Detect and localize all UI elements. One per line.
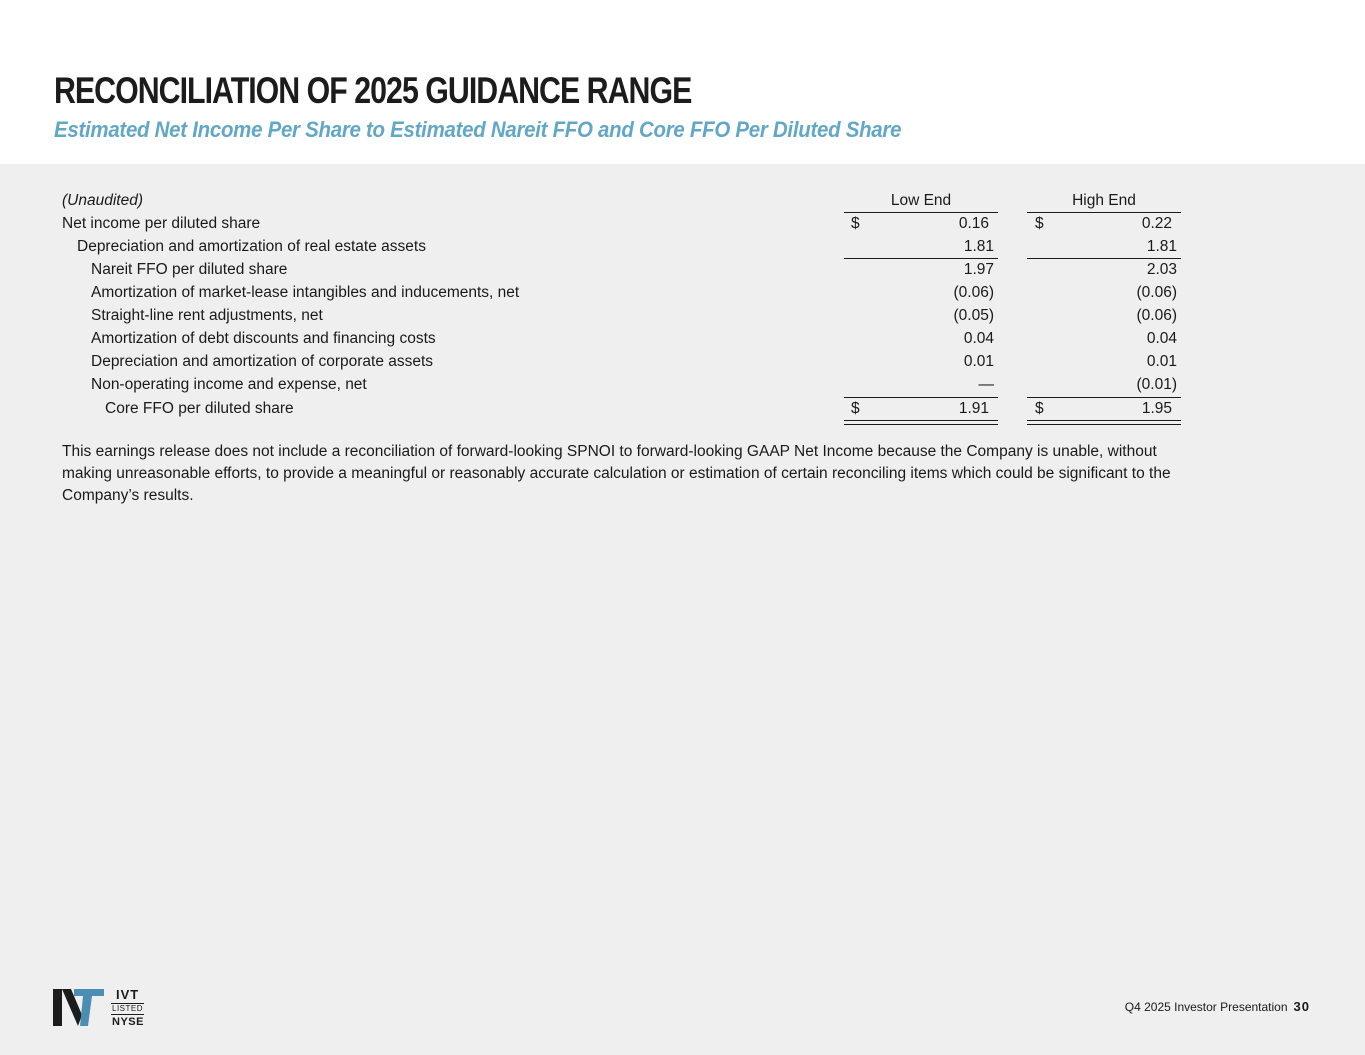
page-title: RECONCILIATION OF 2025 GUIDANCE RANGE (54, 70, 692, 111)
row-label-straight-line-rent: Straight-line rent adjustments, net (91, 307, 323, 324)
row-label-non-operating: Non-operating income and expense, net (91, 376, 367, 393)
value-low: (0.06) (953, 284, 994, 301)
total-line-low (844, 397, 998, 398)
value-high: (0.01) (1136, 376, 1177, 393)
value-high: (0.06) (1136, 307, 1177, 324)
value-high: 0.22 (1141, 215, 1172, 232)
row-label-corporate-assets: Depreciation and amortization of corporate assets (91, 353, 434, 370)
subtotal-line-high (1027, 258, 1181, 259)
logo-ticker: IVT (116, 987, 140, 1002)
page-subtitle: Estimated Net Income Per Share to Estimated Nareit FFO and Core FFO Per Diluted Share (54, 117, 902, 142)
presentation-title: Q4 2025 Investor Presentation (1124, 1000, 1288, 1014)
row-label-net-income: Net income per diluted share (62, 215, 261, 232)
logo-exchange: NYSE (112, 1016, 144, 1028)
value-high: 2.03 (1146, 261, 1177, 278)
unaudited-label: (Unaudited) (62, 192, 143, 209)
total-line-high (1027, 397, 1181, 398)
value-high: 0.04 (1146, 330, 1177, 347)
value-low: 1.81 (963, 238, 994, 255)
value-low: 0.16 (958, 215, 989, 232)
row-label-debt-discounts: Amortization of debt discounts and financing costs (91, 330, 436, 347)
double-underline-high (1027, 420, 1181, 425)
value-low: — (978, 376, 994, 393)
value-high: 1.95 (1141, 400, 1172, 417)
disclaimer-note: This earnings release does not include a reconciliation of forward-looking SPNOI to forward-looking GAAP Net Income because the Company is unable, without making unreasonable efforts, to provide a meaningful or reasonably accurate calculation or estimation of certain reconciling items which could be significant to the Company’s results. (62, 443, 1171, 504)
currency-symbol: $ (1035, 400, 1044, 417)
value-low: 0.01 (963, 353, 994, 370)
page-footer (1125, 999, 1310, 1014)
value-high: 1.81 (1146, 238, 1177, 255)
row-label-core-ffo: Core FFO per diluted share (105, 400, 294, 417)
row-label-market-lease: Amortization of market-lease intangibles and inducements, net (91, 284, 520, 301)
column-header-low: Low End (890, 192, 952, 209)
value-low: (0.05) (953, 307, 994, 324)
subtotal-line-low (844, 258, 998, 259)
value-low: 0.04 (963, 330, 994, 347)
row-label-nareit-ffo: Nareit FFO per diluted share (91, 261, 288, 278)
logo-divider (111, 1014, 144, 1015)
logo-listed: LISTED (112, 1004, 144, 1013)
currency-symbol: $ (1035, 215, 1044, 232)
currency-symbol: $ (851, 400, 860, 417)
double-underline-low (844, 420, 998, 425)
page-number: 30 (1293, 999, 1310, 1014)
row-label-depreciation-real-estate: Depreciation and amortization of real estate assets (77, 238, 426, 255)
value-low: 1.97 (963, 261, 994, 278)
header-underline-low (844, 212, 998, 213)
value-low: 1.91 (958, 400, 989, 417)
ivt-nyse-logo (52, 988, 152, 1030)
column-header-high: High End (1072, 192, 1136, 209)
currency-symbol: $ (851, 215, 860, 232)
header-underline-high (1027, 212, 1181, 213)
value-high: (0.06) (1136, 284, 1177, 301)
ivt-logo-icon (52, 988, 108, 1028)
value-high: 0.01 (1146, 353, 1177, 370)
